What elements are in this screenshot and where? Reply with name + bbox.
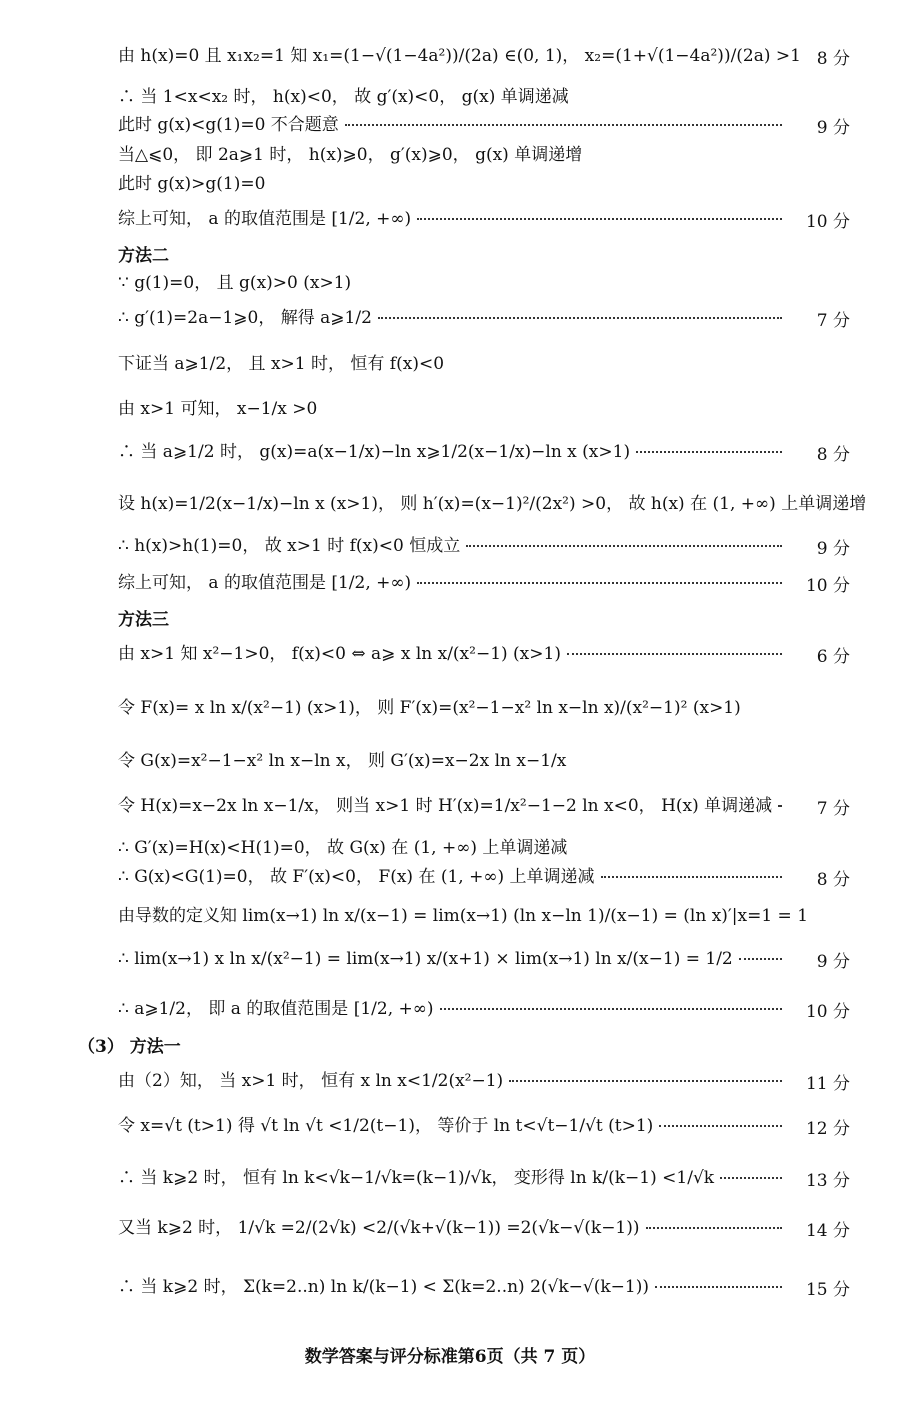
line-text: 又当 k⩾2 时， 1/√k =2/(2√k) <2/(√k+√(k−1)) =2(√k−√(k−1)) — [118, 1208, 782, 1248]
solution-line-31 — [0, 1267, 900, 1307]
solution-line-14 — [0, 526, 900, 566]
solution-line-23 — [0, 896, 900, 936]
line-text: ∴ 当 k⩾2 时， 恒有 ln k<√k−1/√k=(k−1)/√k， 变形得 ln k/(k−1) <1/√k — [118, 1158, 782, 1198]
line-score: 7 分 — [816, 798, 850, 819]
line-text: 方法三 — [118, 610, 169, 630]
line-text: ∴ 当 1<x<x₂ 时， h(x)<0， 故 g′(x)<0， g(x) 单调递减 — [118, 87, 569, 107]
solution-line-5 — [0, 164, 900, 204]
solution-line-10 — [0, 344, 900, 384]
line-score: 7 分 — [816, 310, 850, 331]
line-text: ∴ lim(x→1) x ln x/(x²−1) = lim(x→1) x/(x+1) × lim(x→1) ln x/(x−1) = 1/2 — [118, 939, 782, 979]
line-text: 令 H(x)=x−2x ln x−1/x， 则当 x>1 时 H′(x)=1/x²−1−2 ln x<0， H(x) 单调递减 — [118, 786, 782, 826]
line-text: ∴ g′(1)=2a−1⩾0， 解得 a⩾1/2 — [118, 298, 782, 338]
line-score: 10 分 — [805, 575, 850, 596]
solution-line-12 — [0, 432, 900, 472]
line-score: 8 分 — [816, 444, 850, 465]
line-text: 由 x>1 可知， x−1/x >0 — [118, 399, 318, 419]
line-text: ∴ a⩾1/2， 即 a 的取值范围是 [1/2, +∞) — [118, 989, 782, 1029]
line-score: 15 分 — [805, 1279, 850, 1300]
line-text: 设 h(x)=1/2(x−1/x)−ln x (x>1)， 则 h′(x)=(x−1)²/(2x²) >0， 故 h(x) 在 (1, +∞) 上单调递增 — [118, 494, 867, 514]
solution-line-9 — [0, 298, 900, 338]
line-text: 由导数的定义知 lim(x→1) ln x/(x−1) = lim(x→1) (ln x−ln 1)/(x−1) = (ln x)′|x=1 = 1 — [118, 906, 809, 926]
solution-line-17 — [0, 634, 900, 674]
solution-line-25 — [0, 989, 900, 1029]
line-text: 综上可知， a 的取值范围是 [1/2, +∞) — [118, 563, 782, 603]
line-score: 9 分 — [816, 951, 850, 972]
line-text: 由 x>1 知 x²−1>0， f(x)<0 ⇔ a⩾ x ln x/(x²−1) (x>1) — [118, 634, 782, 674]
line-text: 当△⩽0， 即 2a⩾1 时， h(x)⩾0， g′(x)⩾0， g(x) 单调递增 — [118, 145, 583, 165]
line-score: 8 分 — [816, 48, 850, 69]
line-text: 方法二 — [118, 246, 169, 266]
line-text: 令 F(x)= x ln x/(x²−1) (x>1)， 则 F′(x)=(x²−1−x² ln x−ln x)/(x²−1)² (x>1) — [118, 698, 741, 718]
line-text: 综上可知， a 的取值范围是 [1/2, +∞) — [118, 199, 782, 239]
line-text: ∵ g(1)=0， 且 g(x)>0 (x>1) — [118, 273, 352, 293]
page-footer: 数学答案与评分标准第6页（共 7 页） — [304, 1347, 596, 1367]
solution-line-8 — [0, 263, 900, 303]
line-score: 9 分 — [816, 538, 850, 559]
line-text: 由 h(x)=0 且 x₁x₂=1 知 x₁=(1−√(1−4a²))/(2a) ∈(0, 1)， x₂=(1+√(1−4a²))/(2a) >1 — [118, 36, 782, 76]
solution-line-30 — [0, 1208, 900, 1248]
solution-line-15 — [0, 563, 900, 603]
line-text: 令 x=√t (t>1) 得 √t ln √t <1/2(t−1)， 等价于 ln t<√t−1/√t (t>1) — [118, 1106, 782, 1146]
line-text: ∴ 当 k⩾2 时， Σ(k=2..n) ln k/(k−1) < Σ(k=2..n) 2(√k−√(k−1)) — [118, 1267, 782, 1307]
line-text: ∴ G′(x)=H(x)<H(1)=0， 故 G(x) 在 (1, +∞) 上单调递减 — [118, 838, 568, 858]
solution-line-1 — [0, 36, 900, 76]
line-text: 此时 g(x)>g(1)=0 — [118, 174, 266, 194]
line-text: ∴ 当 a⩾1/2 时， g(x)=a(x−1/x)−ln x⩾1/2(x−1/x)−ln x (x>1) — [118, 432, 782, 472]
solution-line-6 — [0, 199, 900, 239]
line-text: 此时 g(x)<g(1)=0 不合题意 — [118, 105, 782, 145]
solution-line-28 — [0, 1106, 900, 1146]
line-text: 下证当 a⩾1/2， 且 x>1 时， 恒有 f(x)<0 — [118, 354, 445, 374]
solution-line-18 — [0, 688, 900, 728]
line-score: 10 分 — [805, 1001, 850, 1022]
solution-line-24 — [0, 939, 900, 979]
solution-line-27 — [0, 1061, 900, 1101]
solution-line-20 — [0, 786, 900, 826]
line-text: ∴ G(x)<G(1)=0， 故 F′(x)<0， F(x) 在 (1, +∞) 上单调递减 — [118, 857, 782, 897]
line-score: 14 分 — [805, 1220, 850, 1241]
line-text: （3） 方法一 — [78, 1037, 181, 1057]
line-text: 由（2）知， 当 x>1 时， 恒有 x ln x<1/2(x²−1) — [118, 1061, 782, 1101]
line-score: 9 分 — [816, 117, 850, 138]
line-text: 令 G(x)=x²−1−x² ln x−ln x， 则 G′(x)=x−2x ln x−1/x — [118, 751, 567, 771]
line-score: 13 分 — [805, 1170, 850, 1191]
line-score: 11 分 — [805, 1073, 850, 1094]
solution-line-29 — [0, 1158, 900, 1198]
line-score: 12 分 — [805, 1118, 850, 1139]
solution-line-11 — [0, 389, 900, 429]
solution-line-22 — [0, 857, 900, 897]
line-score: 10 分 — [805, 211, 850, 232]
line-score: 8 分 — [816, 869, 850, 890]
solution-line-13 — [0, 484, 900, 524]
line-score: 6 分 — [816, 646, 850, 667]
solution-line-19 — [0, 741, 900, 781]
line-text: ∴ h(x)>h(1)=0， 故 x>1 时 f(x)<0 恒成立 — [118, 526, 782, 566]
